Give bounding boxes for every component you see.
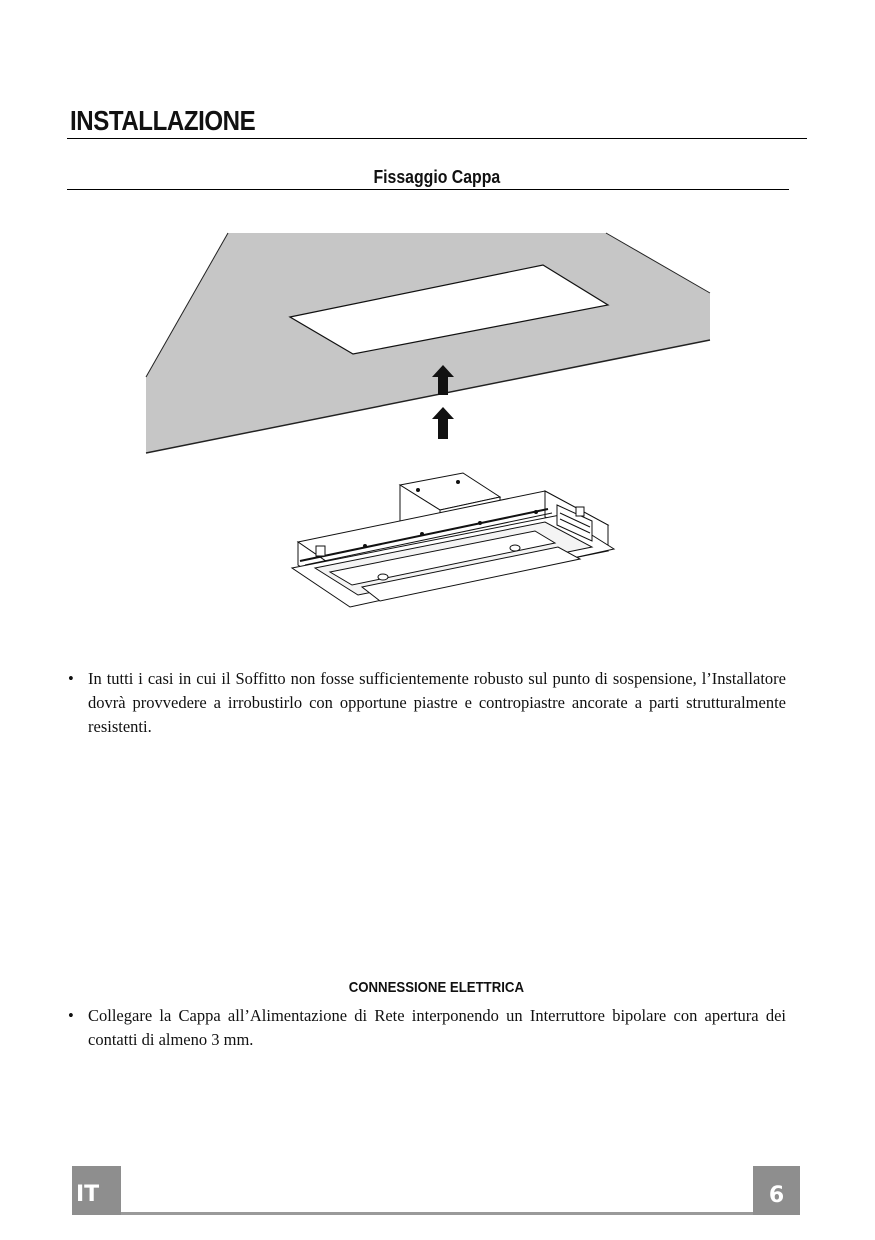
electrical-note-text: Collegare la Cappa all’Alimentazione di Rete interponendo un Interruttore bipolare con apertura dei contatti di almeno 3 mm.	[88, 1006, 786, 1049]
language-tab: IT	[72, 1166, 121, 1215]
mounting-note	[68, 667, 786, 739]
bullet-marker: •	[68, 1006, 74, 1025]
up-arrow-icon	[432, 407, 454, 439]
ceiling-slab	[146, 233, 710, 453]
ceiling-mounting-diagram	[140, 225, 720, 625]
page-number: 6	[753, 1166, 800, 1215]
footer-rule	[72, 1212, 800, 1215]
subsection-title: Fissaggio Cappa	[373, 167, 501, 187]
title-underline	[67, 138, 807, 139]
bullet-marker: •	[68, 669, 74, 688]
mounting-note-text: In tutti i casi in cui il Soffitto non fosse sufficientemente robusto sul punto di sospensione, l’Installatore dovrà provvedere a irrobustirlo con opportune piastre e contropiastre ancorate a parti strutturalmente resistenti.	[88, 669, 786, 736]
hood-unit-drawing	[292, 473, 614, 607]
electrical-note	[68, 1004, 786, 1052]
electrical-section-title: CONNESSIONE ELETTRICA	[348, 979, 525, 996]
section-title: INSTALLAZIONE	[70, 105, 256, 136]
subtitle-underline	[67, 189, 789, 190]
